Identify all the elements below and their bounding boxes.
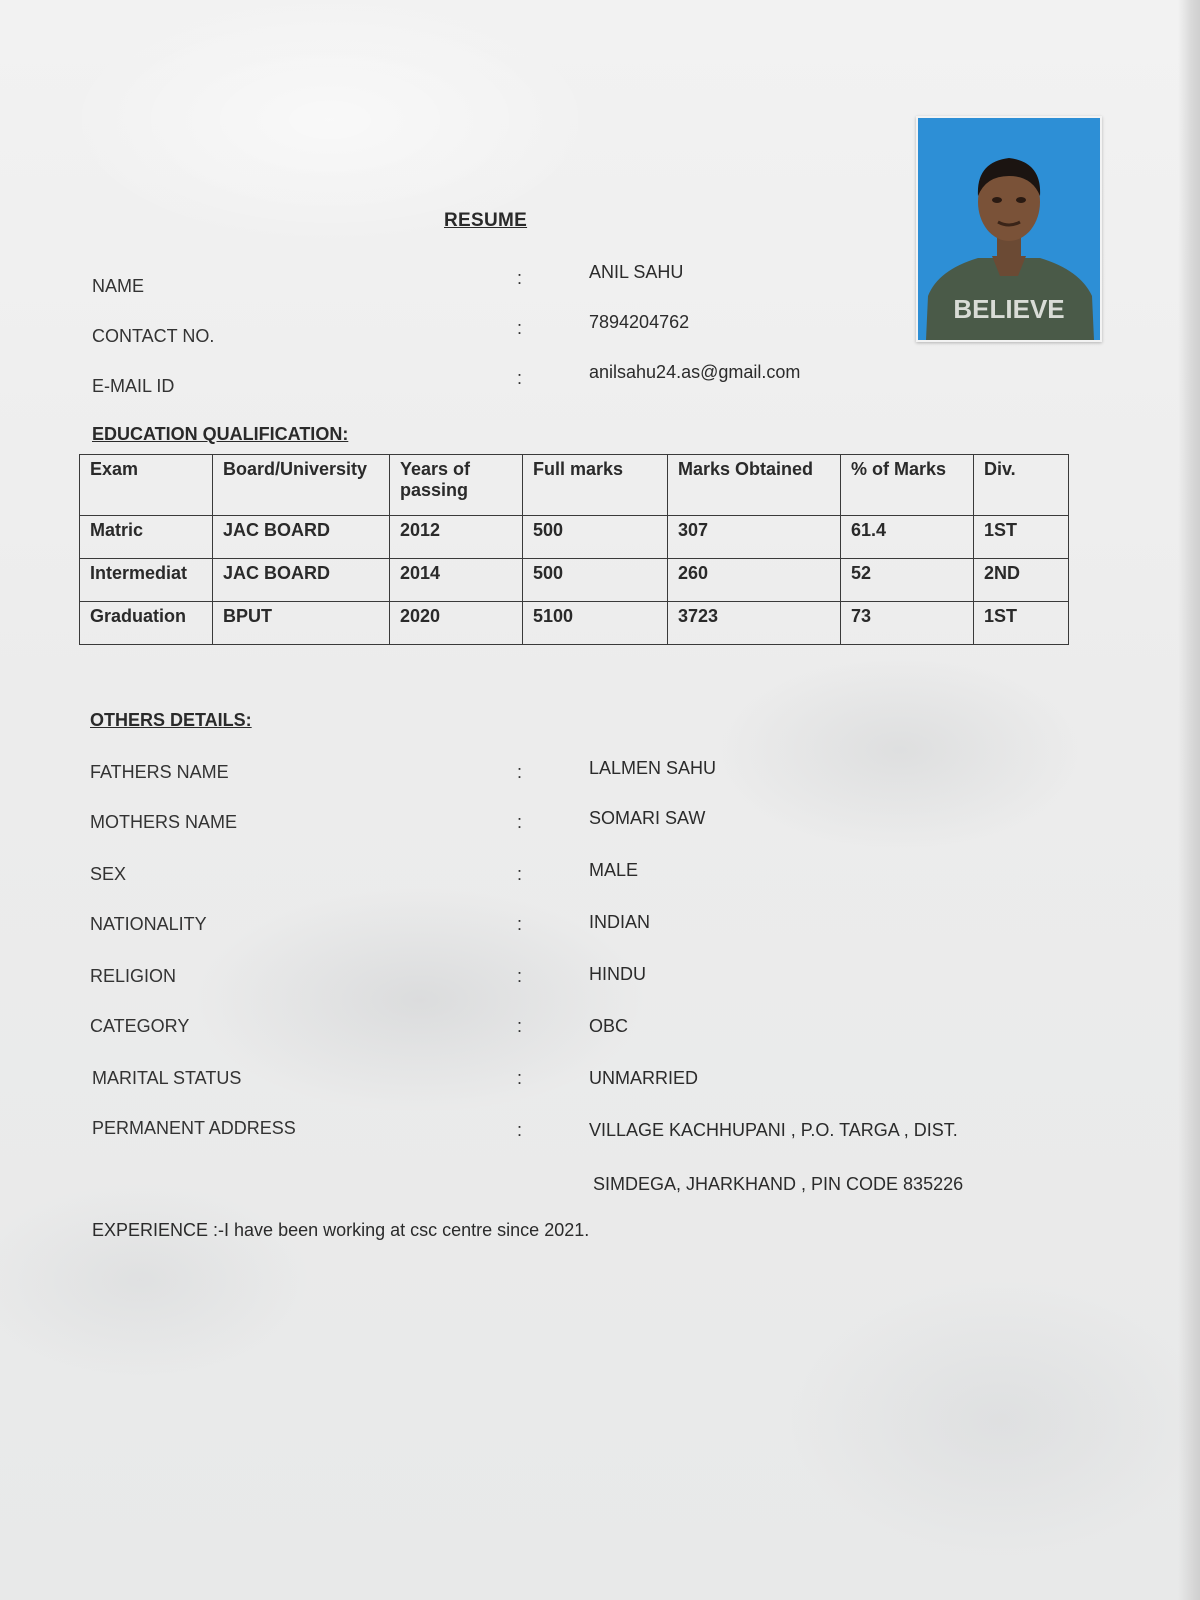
cell-year: 2012 bbox=[390, 516, 523, 559]
name-label: NAME bbox=[92, 276, 145, 296]
contact-colon: : bbox=[517, 318, 523, 338]
profile-photo-image bbox=[918, 118, 1100, 340]
fathers-name-value: LALMEN SAHU bbox=[589, 758, 717, 778]
education-heading: EDUCATION QUALIFICATION: bbox=[92, 424, 349, 444]
cell-board: JAC BOARD bbox=[213, 516, 390, 559]
email-label: E-MAIL ID bbox=[92, 376, 175, 396]
header-marks-obtained: Marks Obtained bbox=[668, 455, 841, 516]
others-heading: OTHERS DETAILS: bbox=[90, 710, 252, 730]
nationality-value: INDIAN bbox=[589, 912, 651, 932]
cell-year: 2014 bbox=[390, 559, 523, 602]
header-percent: % of Marks bbox=[841, 455, 974, 516]
experience-text: EXPERIENCE :-I have been working at csc centre since 2021. bbox=[92, 1220, 590, 1240]
marital-status-colon: : bbox=[517, 1068, 523, 1088]
address-line-2: SIMDEGA, JHARKHAND , PIN CODE 835226 bbox=[593, 1174, 964, 1194]
profile-photo bbox=[916, 116, 1102, 342]
cell-full-marks: 5100 bbox=[523, 602, 668, 645]
cell-exam: Matric bbox=[80, 516, 213, 559]
header-div: Div. bbox=[974, 455, 1069, 516]
cell-exam: Intermediat bbox=[80, 559, 213, 602]
cell-year: 2020 bbox=[390, 602, 523, 645]
email-value: anilsahu24.as@gmail.com bbox=[589, 362, 801, 382]
header-exam: Exam bbox=[80, 455, 213, 516]
cell-percent: 61.4 bbox=[841, 516, 974, 559]
address-line-1: VILLAGE KACHHUPANI , P.O. TARGA , DIST. bbox=[589, 1120, 958, 1140]
address-colon: : bbox=[517, 1120, 523, 1140]
cell-full-marks: 500 bbox=[523, 516, 668, 559]
mothers-name-label: MOTHERS NAME bbox=[90, 812, 238, 832]
cell-board: JAC BOARD bbox=[213, 559, 390, 602]
cell-marks-obtained: 3723 bbox=[668, 602, 841, 645]
sex-value: MALE bbox=[589, 860, 639, 880]
nationality-colon: : bbox=[517, 914, 523, 934]
mothers-name-colon: : bbox=[517, 812, 523, 832]
nationality-label: NATIONALITY bbox=[90, 914, 207, 934]
marital-status-label: MARITAL STATUS bbox=[92, 1068, 242, 1088]
shirt-text: BELIEVE bbox=[953, 294, 1065, 324]
email-colon: : bbox=[517, 368, 523, 388]
education-table bbox=[79, 454, 1069, 645]
cell-board: BPUT bbox=[213, 602, 390, 645]
sex-colon: : bbox=[517, 864, 523, 884]
cell-exam: Graduation bbox=[80, 602, 213, 645]
cell-percent: 52 bbox=[841, 559, 974, 602]
cell-div: 2ND bbox=[974, 559, 1069, 602]
cell-div: 1ST bbox=[974, 516, 1069, 559]
religion-colon: : bbox=[517, 966, 523, 986]
resume-title: RESUME bbox=[444, 210, 528, 231]
category-colon: : bbox=[517, 1016, 523, 1036]
fathers-name-label: FATHERS NAME bbox=[90, 762, 229, 782]
contact-value: 7894204762 bbox=[589, 312, 690, 332]
table-row bbox=[80, 516, 1069, 559]
address-label: PERMANENT ADDRESS bbox=[92, 1118, 296, 1138]
fathers-name-colon: : bbox=[517, 762, 523, 782]
sex-label: SEX bbox=[90, 864, 127, 884]
cell-full-marks: 500 bbox=[523, 559, 668, 602]
religion-value: HINDU bbox=[589, 964, 646, 984]
name-colon: : bbox=[517, 268, 523, 288]
header-board: Board/University bbox=[213, 455, 390, 516]
religion-label: RELIGION bbox=[90, 966, 177, 986]
name-value: ANIL SAHU bbox=[589, 262, 684, 282]
cell-marks-obtained: 307 bbox=[668, 516, 841, 559]
table-row bbox=[80, 602, 1069, 645]
contact-label: CONTACT NO. bbox=[92, 326, 215, 346]
education-header-row bbox=[80, 455, 1069, 516]
cell-percent: 73 bbox=[841, 602, 974, 645]
marital-status-value: UNMARRIED bbox=[589, 1068, 699, 1088]
mothers-name-value: SOMARI SAW bbox=[589, 808, 706, 828]
category-label: CATEGORY bbox=[90, 1016, 190, 1036]
paper-edge bbox=[1178, 0, 1200, 1600]
header-full-marks: Full marks bbox=[523, 455, 668, 516]
category-value: OBC bbox=[589, 1016, 629, 1036]
cell-marks-obtained: 260 bbox=[668, 559, 841, 602]
cell-div: 1ST bbox=[974, 602, 1069, 645]
header-year: Years of passing bbox=[390, 455, 523, 516]
table-row bbox=[80, 559, 1069, 602]
